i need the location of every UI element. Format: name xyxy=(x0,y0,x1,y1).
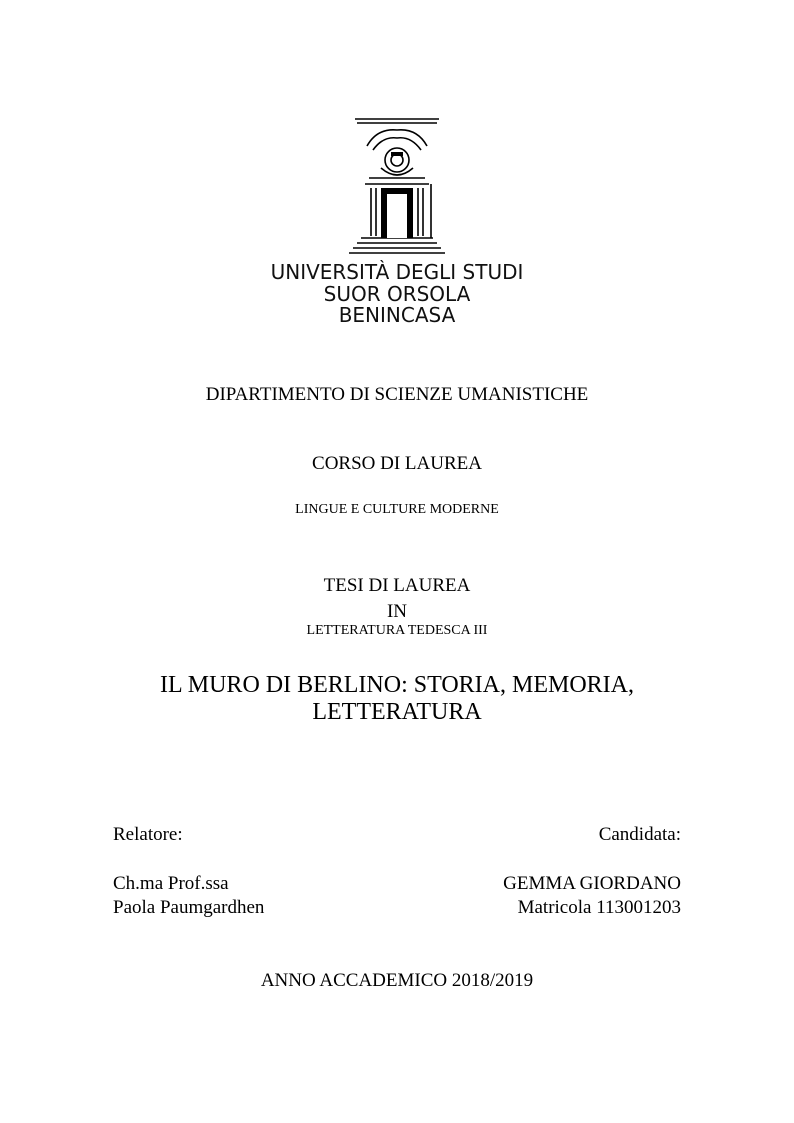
course-heading: CORSO DI LAUREA xyxy=(312,453,482,474)
academic-year: ANNO ACCADEMICO 2018/2019 xyxy=(260,970,534,991)
thesis-title-line2: LETTERATURA xyxy=(312,699,482,725)
thesis-title-line1: IL MURO DI BERLINO: STORIA, MEMORIA, xyxy=(160,672,634,698)
thesis-heading: TESI DI LAUREA xyxy=(323,575,471,596)
thesis-in-label: IN xyxy=(386,601,408,622)
university-name-line2: SUOR ORSOLA xyxy=(323,282,471,306)
university-logo xyxy=(347,116,447,256)
course-name: LINGUE E CULTURE MODERNE xyxy=(295,502,499,517)
supervisor-title: Ch.ma Prof.ssa xyxy=(113,873,229,894)
department-name: DIPARTIMENTO DI SCIENZE UMANISTICHE xyxy=(205,384,589,405)
university-name-line1: UNIVERSITÀ DEGLI STUDI xyxy=(270,260,524,284)
candidate-matricola: Matricola 113001203 xyxy=(517,897,681,918)
thesis-title xyxy=(140,672,654,726)
candidate-label: Candidata: xyxy=(598,824,681,845)
candidate-name: GEMMA GIORDANO xyxy=(503,873,681,894)
supervisor-name: Paola Paumgardhen xyxy=(113,897,265,918)
thesis-subject: LETTERATURA TEDESCA III xyxy=(306,623,488,638)
supervisor-label: Relatore: xyxy=(113,824,183,845)
university-name-line3: BENINCASA xyxy=(338,303,456,327)
